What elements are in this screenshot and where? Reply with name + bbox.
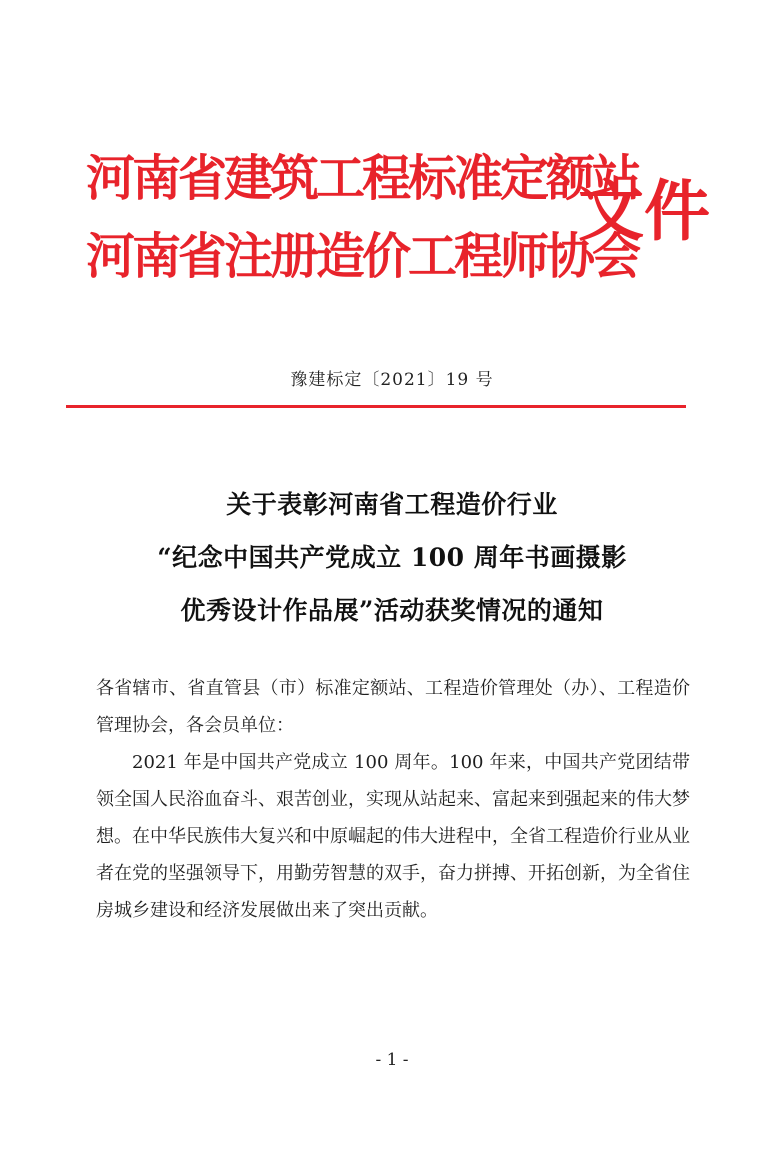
document-number: 豫建标定〔2021〕19 号	[290, 370, 494, 390]
title-line-2: “纪念中国共产党成立 100 周年书画摄影	[157, 543, 627, 572]
notice-title	[0, 478, 784, 637]
red-divider-line	[66, 405, 686, 408]
page-number: - 1 -	[375, 1050, 409, 1070]
notice-body	[96, 670, 690, 929]
body-paragraph: 2021 年是中国共产党成立 100 周年。100 年来，中国共产党团结带领全国人民浴血奋斗、艰苦创业，实现从站起来、富起来到强起来的伟大梦想。在中华民族伟大复兴和中原崛起的伟大进程中，全省工程造价行业从业者在党的坚强领导下，用勤劳智慧的双手，奋力拼搏、开拓创新，为全省住房城乡建设和经济发展做出来了突出贡献。	[96, 752, 690, 921]
document-header	[86, 124, 710, 304]
title-line-3: 优秀设计作品展”活动获奖情况的通知	[180, 596, 604, 625]
document-type-label: 文件	[578, 173, 710, 250]
salutation: 各省辖市、省直管县（市）标准定额站、工程造价管理处（办）、工程造价管理协会，各会员单位：	[96, 678, 690, 736]
issuer-line-1: 河南省建筑工程标准定额站	[86, 150, 639, 207]
title-line-1: 关于表彰河南省工程造价行业	[226, 490, 558, 519]
issuer-line-2: 河南省注册造价工程师协会	[86, 228, 639, 285]
